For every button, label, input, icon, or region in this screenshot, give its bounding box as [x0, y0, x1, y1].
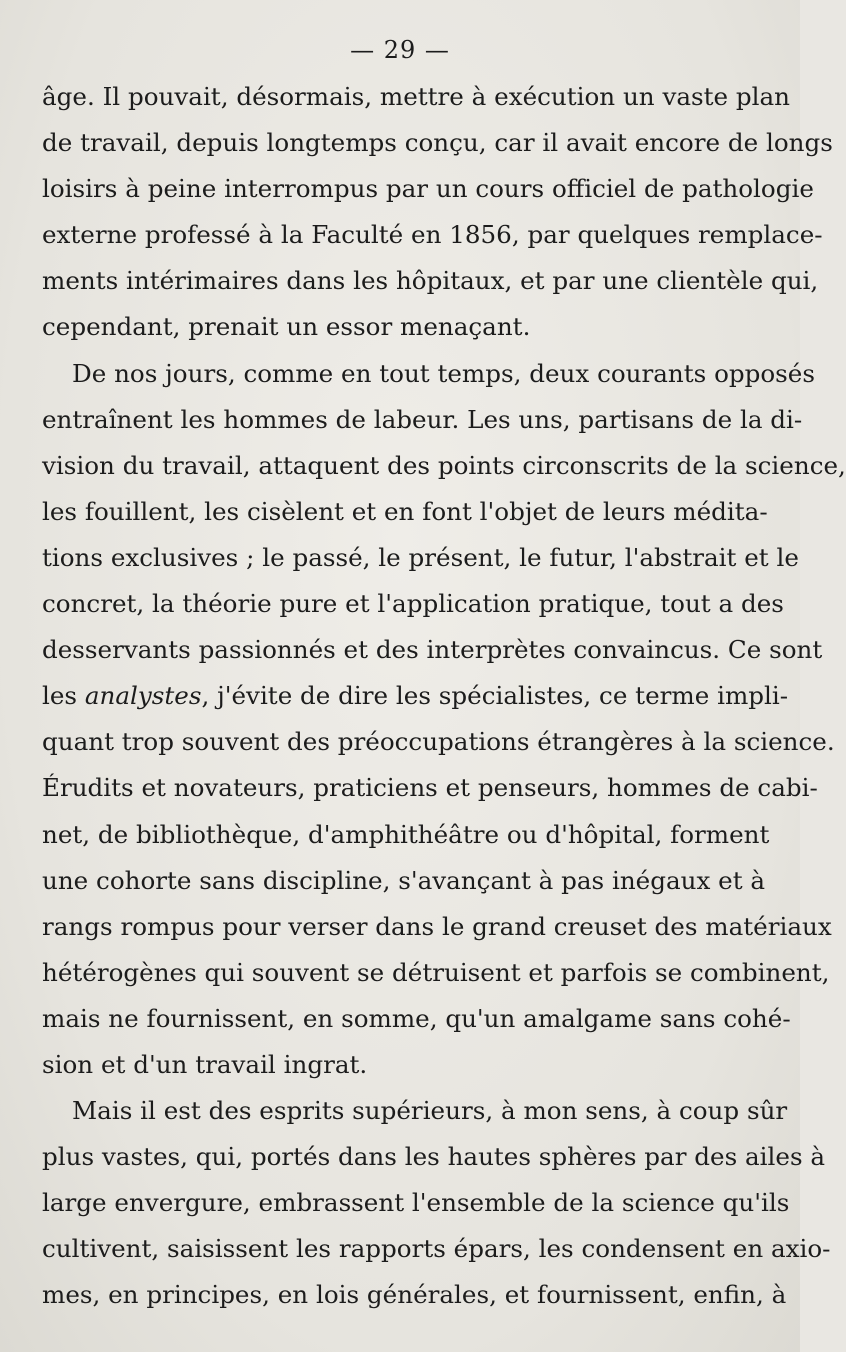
- text-line: net, de bibliothèque, d'amphithéâtre ou d'hôpital, forment: [42, 819, 770, 849]
- page-body: [42, 74, 846, 1319]
- paragraph: [42, 1088, 831, 1318]
- text-line: quant trop souvent des préoccupations étrangères à la science.: [42, 727, 835, 757]
- text-line: De nos jours, comme en tout temps, deux courants opposés: [72, 358, 815, 388]
- text-line: Érudits et novateurs, praticiens et penseurs, hommes de cabi-: [42, 773, 818, 803]
- text-line: les analystes, j'évite de dire les spécialistes, ce terme impli-: [42, 681, 789, 711]
- text-line: tions exclusives ; le passé, le présent, le futur, l'abstrait et le: [42, 542, 799, 572]
- paragraph: [42, 74, 833, 351]
- text-line: vision du travail, attaquent des points circonscrits de la science,: [42, 450, 846, 480]
- text-line: rangs rompus pour verser dans le grand creuset des matériaux: [42, 911, 832, 941]
- text-line: âge. Il pouvait, désormais, mettre à exécution un vaste plan: [42, 82, 791, 111]
- text-line: sion et d'un travail ingrat.: [42, 1049, 368, 1079]
- page-number: — 29 —: [350, 36, 450, 64]
- text-line: loisirs à peine interrompus par un cours officiel de pathologie: [42, 174, 814, 204]
- text-line: Mais il est des esprits supérieurs, à mon sens, à coup sûr: [72, 1096, 788, 1126]
- text-line: les fouillent, les cisèlent et en font l'objet de leurs médita-: [42, 496, 768, 526]
- text-line: plus vastes, qui, portés dans les hautes sphères par des ailes à: [42, 1142, 826, 1172]
- text-line: de travail, depuis longtemps conçu, car il avait encore de longs: [42, 128, 833, 158]
- paragraph: [42, 351, 846, 1089]
- text-line: cultivent, saisissent les rapports épars, les condensent en axio-: [42, 1234, 831, 1264]
- text-line: ments intérimaires dans les hôpitaux, et par une clientèle qui,: [42, 266, 819, 296]
- text-line: externe professé à la Faculté en 1856, par quelques remplace-: [42, 220, 823, 250]
- text-line: hétérogènes qui souvent se détruisent et parfois se combinent,: [42, 957, 830, 987]
- text-line: cependant, prenait un essor menaçant.: [42, 312, 531, 342]
- italic-term: analystes: [84, 681, 202, 711]
- text-line: concret, la théorie pure et l'application pratique, tout a des: [42, 589, 784, 619]
- text-line: large envergure, embrassent l'ensemble de la science qu'ils: [42, 1188, 790, 1218]
- text-line: mes, en principes, en lois générales, et fournissent, enfin, à: [42, 1280, 787, 1310]
- text-line: une cohorte sans discipline, s'avançant à pas inégaux et à: [42, 865, 766, 895]
- text-line: entraînent les hommes de labeur. Les uns, partisans de la di-: [42, 404, 803, 434]
- text-line: desservants passionnés et des interprètes convaincus. Ce sont: [42, 635, 823, 665]
- text-line: mais ne fournissent, en somme, qu'un amalgame sans cohé-: [42, 1003, 791, 1033]
